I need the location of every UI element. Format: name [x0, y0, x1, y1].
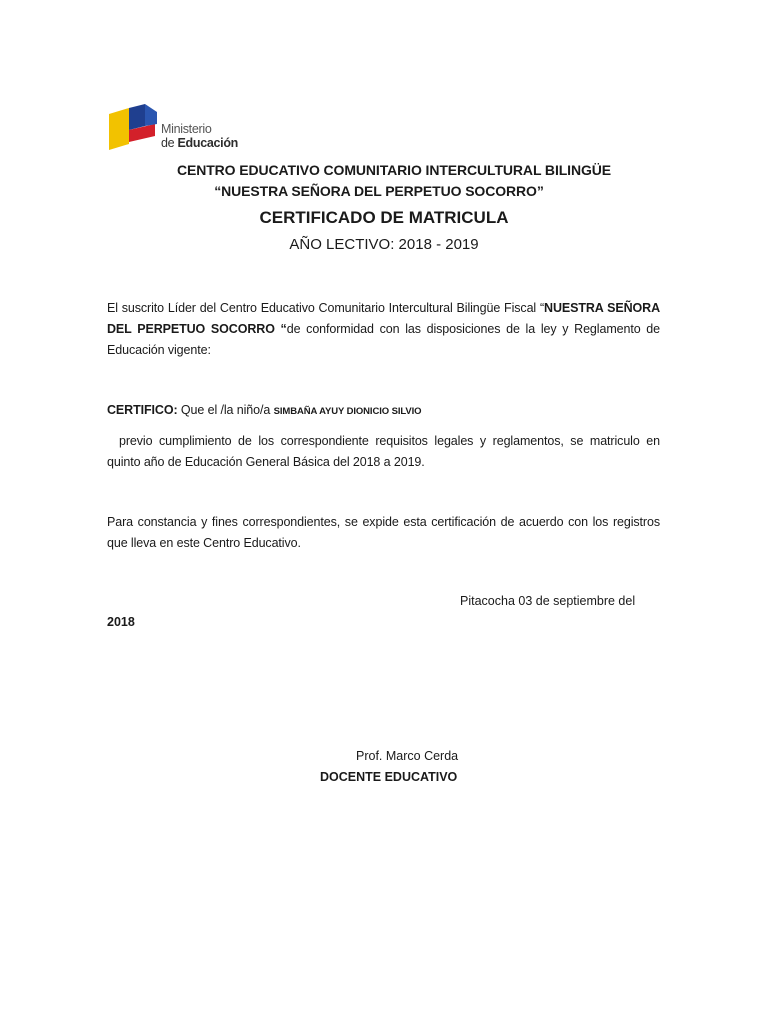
closing-paragraph: Para constancia y fines correspondientes, se expide esta certificación de acuerdo con los registros que lleva en este Centro Educativo.: [107, 515, 660, 550]
certifico-label: CERTIFICO:: [107, 403, 178, 417]
place-date-year: 2018: [107, 615, 135, 629]
intro-text-start: El suscrito Líder del Centro Educativo Comunitario Intercultural Bilingüe Fiscal “: [107, 301, 545, 315]
intro-text-end: de conformidad con las disposiciones de la ley y Reglamento de Educación vigente:: [107, 322, 661, 357]
place-date: Pitacocha 03 de septiembre del: [460, 594, 636, 608]
student-name: SIMBAÑA AYUY DIONICIO SILVIO: [273, 406, 422, 417]
enrollment-paragraph: [107, 431, 660, 473]
certifico-paragraph: [107, 400, 660, 422]
intro-paragraph: [107, 298, 660, 361]
ministry-logo-text: [161, 122, 238, 150]
enrollment-text: previo cumplimiento de los correspondiente requisitos legales y reglamentos, se matriculo en quinto año de Educación General Básica del 2018 a 2019.: [107, 434, 660, 469]
school-year: AÑO LECTIVO: 2018 - 2019: [289, 236, 479, 253]
intro-text-bold: NUESTRA SEÑORA DEL PERPETUO SOCORRO “: [107, 301, 660, 336]
signatory-role: DOCENTE EDUCATIVO: [320, 770, 458, 784]
institution-heading: CENTRO EDUCATIVO COMUNITARIO INTERCULTURAL BILINGÜE: [176, 162, 612, 178]
logo-line-educacion: [161, 136, 238, 150]
certificate-title: CERTIFICADO DE MATRICULA: [259, 208, 509, 227]
certifico-text: Que el /la niño/a: [177, 403, 274, 417]
logo-de: de: [161, 136, 178, 150]
ministry-logo: [107, 104, 267, 154]
signatory-name: Prof. Marco Cerda: [356, 749, 459, 763]
ministry-emblem-icon: [107, 104, 159, 152]
logo-line-ministerio: Ministerio: [161, 122, 212, 136]
logo-educacion: Educación: [177, 136, 238, 150]
institution-name: “NUESTRA SEÑORA DEL PERPETUO SOCORRO”: [214, 183, 544, 199]
